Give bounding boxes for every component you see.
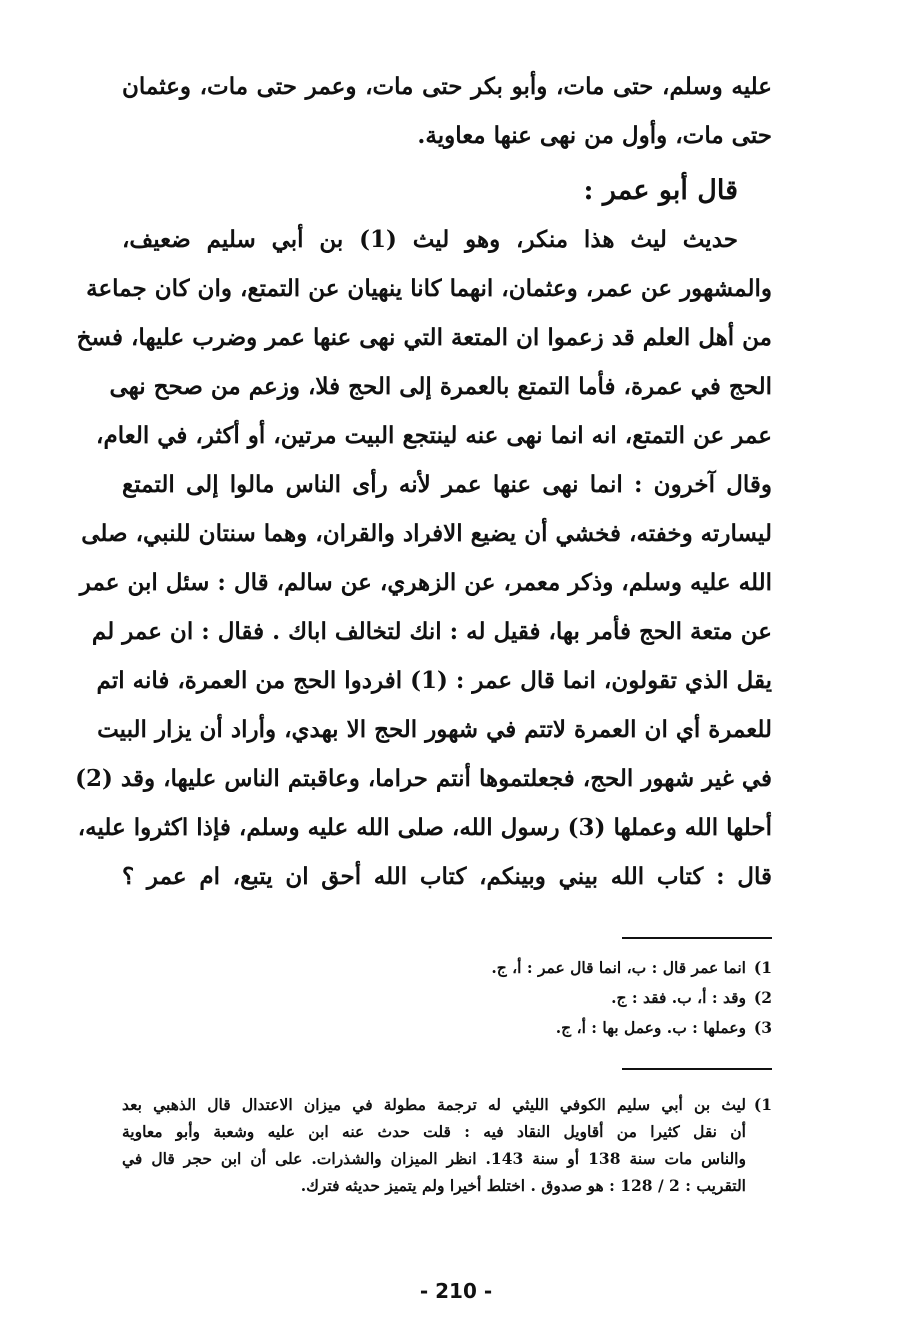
section-heading: قال أبو عمر : [583, 175, 738, 206]
text-line: قال : كتاب الله بيني وبينكم، كتاب الله أحق ان يتبع، ام عمر ؟ [122, 863, 772, 890]
footnote-divider [622, 937, 772, 939]
text-line: في غير شهور الحج، فجعلتموها أنتم حراما، وعاقبتم الناس عليها، وقد (2) [75, 765, 772, 792]
variant-note [122, 953, 772, 983]
text-line: ليسارته وخفته، فخشي أن يضيع الافراد والقران، وهما سنتان للنبي، صلى [81, 520, 772, 547]
variant-notes [122, 953, 772, 1043]
note-number: 1) [753, 958, 772, 977]
text-line: عن متعة الحج فأمر بها، فقيل له : انك لتخالف اباك . فقال : ان عمر لم [91, 618, 772, 645]
note-number: 2) [753, 988, 772, 1007]
footnote-number: 1) [753, 1095, 772, 1114]
text-line: يقل الذي تقولون، انما قال عمر : (1) افردوا الحج من العمرة، فانه اتم [96, 667, 772, 694]
text-line: للعمرة أي ان العمرة لاتتم في شهور الحج الا بهدي، وأراد أن يزار البيت [97, 716, 772, 743]
footnote-body [122, 1091, 746, 1199]
text-line: أحلها الله وعملها (3) رسول الله، صلى الله عليه وسلم، فإذا اكثروا عليه، [77, 814, 772, 841]
note-text: انما عمر قال : ب، انما قال عمر : أ، ج. [491, 958, 746, 977]
footnote [122, 1091, 772, 1199]
footnote-line: والناس مات سنة 138 أو سنة 143. انظر الميزان والشذرات. على أن ابن حجر قال في [122, 1149, 746, 1168]
text-line: حتى مات، وأول من نهى عنها معاوية. [417, 122, 772, 149]
text-line: الله عليه وسلم، وذكر معمر، عن الزهري، عن سالم، قال : سئل ابن عمر [79, 569, 772, 596]
text-line: عليه وسلم، حتى مات، وأبو بكر حتى مات، وعمر حتى مات، وعثمان [122, 73, 772, 100]
footnote-line: التقريب : 2 / 128 : هو صدوق . اختلط أخيرا ولم يتميز حديثه فترك. [300, 1176, 746, 1195]
note-text: وعملها : ب. وعمل بها : أ، ج. [555, 1018, 746, 1037]
variant-note [122, 1013, 772, 1043]
footnote-divider [622, 1068, 772, 1070]
text-line: والمشهور عن عمر، وعثمان، انهما كانا ينهيان عن التمتع، وان كان جماعة [86, 275, 772, 302]
footnote-line: ليث بن أبي سليم الكوفي الليثي له ترجمة مطولة في ميزان الاعتدال قال الذهبي بعد [122, 1095, 746, 1114]
note-text: وقد : أ، ب. فقد : ج. [611, 988, 746, 1007]
text-line: عمر عن التمتع، انه انما نهى عنه لينتجع البيت مرتين، أو أكثر، في العام، [96, 422, 772, 449]
text-line: حديث ليث هذا منكر، وهو ليث (1) بن أبي سليم ضعيف، [122, 226, 738, 253]
main-text-block [75, 62, 772, 901]
footnote-line: أن نقل كثيرا من أقاويل النقاد فيه : قلت حدث عنه ابن عليه وشعبة وأبو معاوية [122, 1122, 746, 1141]
note-number: 3) [753, 1018, 772, 1037]
page-number: - 210 - [419, 1279, 493, 1303]
text-line: وقال آخرون : انما نهى عنها عمر لأنه رأى الناس مالوا إلى التمتع [122, 471, 772, 498]
text-line: من أهل العلم قد زعموا ان المتعة التي نهى عنها عمر وضرب عليها، فسخ [76, 324, 772, 351]
variant-note [122, 983, 772, 1013]
text-line: الحج في عمرة، فأما التمتع بالعمرة إلى الحج فلا، وزعم من صحح نهى [109, 373, 772, 400]
